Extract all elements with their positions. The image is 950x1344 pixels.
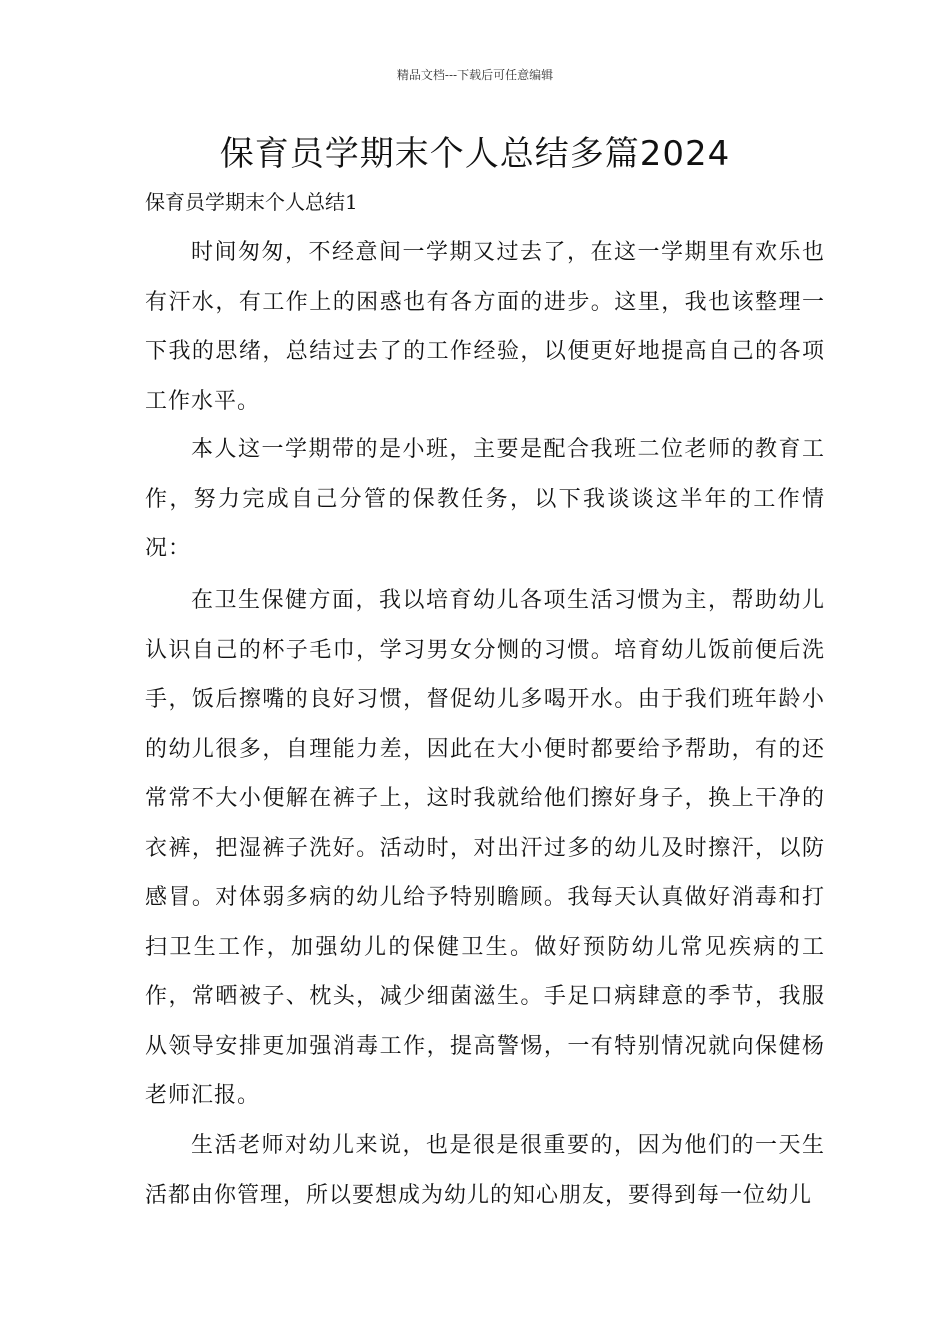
paragraph: 时间匆匆，不经意间一学期又过去了，在这一学期里有欢乐也有汗水，有工作上的困惑也有各方面的进步。这里，我也该整理一下我的思绪，总结过去了的工作经验，以便更好地提高自己的各项工作水平。 bbox=[145, 240, 825, 414]
document-title: 保育员学期末个人总结多篇2024 bbox=[219, 134, 731, 174]
paragraph: 生活老师对幼儿来说，也是很是很重要的，因为他们的一天生活都由你管理，所以要想成为幼儿的知心朋友，要得到每一位幼儿 bbox=[145, 1133, 825, 1208]
paragraph-4-block bbox=[145, 1121, 825, 1220]
paragraph: 本人这一学期带的是小班，主要是配合我班二位老师的教育工作，努力完成自己分管的保教任务，以下我谈谈这半年的工作情况： bbox=[145, 437, 825, 561]
paragraph-2-block bbox=[145, 425, 825, 574]
section-heading: 保育员学期末个人总结1 bbox=[145, 190, 358, 214]
paragraph-1-block bbox=[145, 228, 825, 426]
paragraph-3-block bbox=[145, 576, 825, 1121]
paragraph: 在卫生保健方面，我以培育幼儿各项生活习惯为主，帮助幼儿认识自己的杯子毛巾，学习男女分恻的习惯。培育幼儿饭前便后洗手，饭后擦嘴的良好习惯，督促幼儿多喝开水。由于我们班年龄小的幼儿很多，自理能力差，因此在大小便时都要给予帮助，有的还常常不大小便解在裤子上，这时我就给他们擦好身子，换上干净的衣裤，把湿裤子洗好。活动时，对出汗过多的幼儿及时擦汗，以防感冒。对体弱多病的幼儿给予特别瞻顾。我每天认真做好消毒和打扫卫生工作，加强幼儿的保健卫生。做好预防幼儿常见疾病的工作，常晒被子、枕头，减少细菌滋生。手足口病肆意的季节，我服从领导安排更加强消毒工作，提高警惕，一有特别情况就向保健杨老师汇报。 bbox=[145, 588, 825, 1108]
header-note: 精品文档---下载后可任意编辑 bbox=[396, 68, 554, 82]
